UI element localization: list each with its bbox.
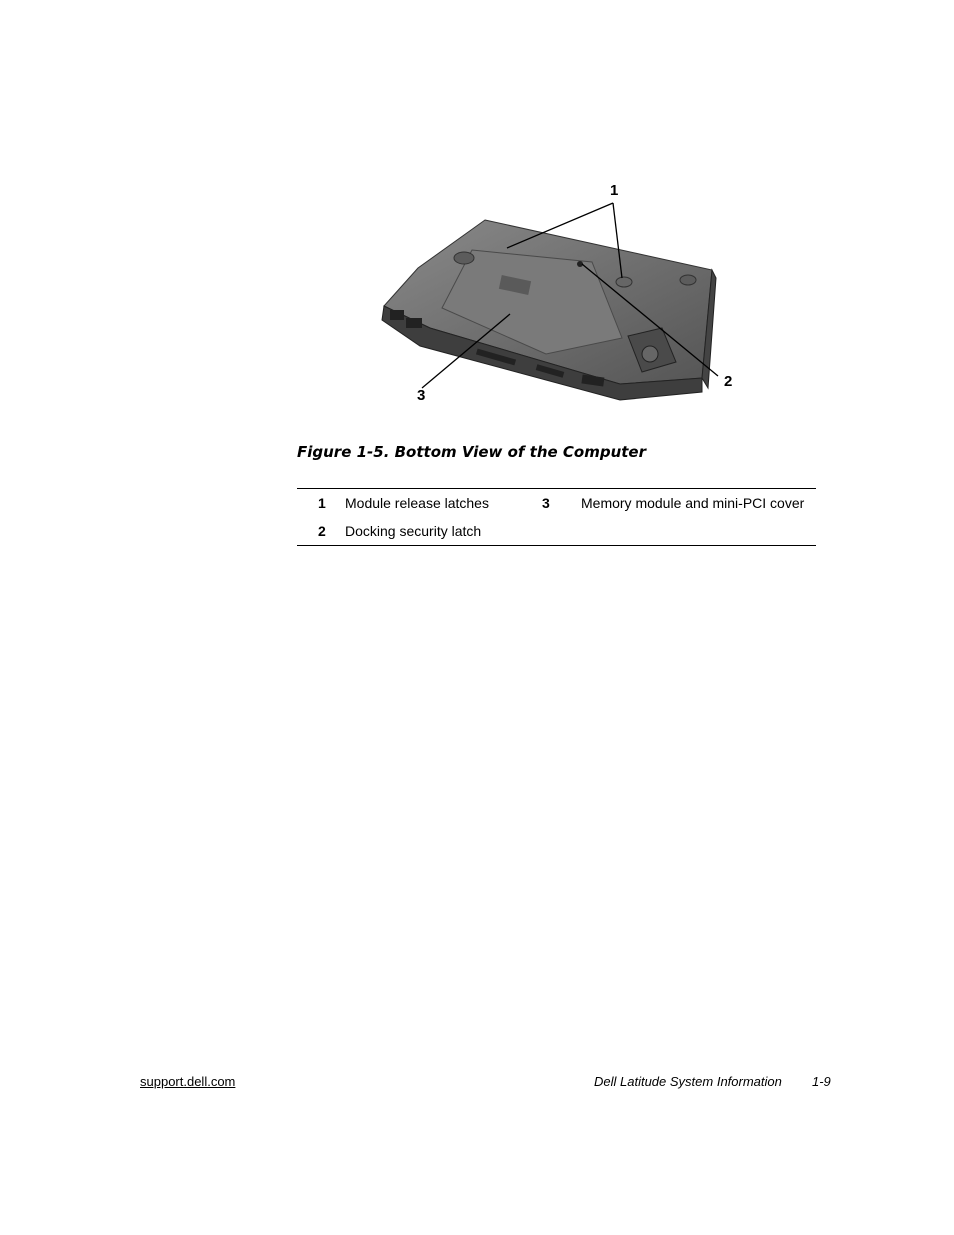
figure: [360, 178, 750, 428]
figure-caption: Figure 1-5. Bottom View of the Computer: [297, 443, 646, 461]
page-number: 1-9: [812, 1074, 831, 1089]
legend-label-3: Memory module and mini-PCI cover: [581, 495, 805, 511]
legend-num-1: 1: [318, 495, 326, 511]
callout-2: 2: [724, 373, 733, 390]
callout-3: 3: [417, 387, 426, 404]
support-link[interactable]: support.dell.com: [140, 1074, 236, 1089]
legend-num-2: 2: [318, 523, 326, 539]
legend-label-2: Docking security latch: [345, 523, 482, 539]
legend-num-3: 3: [542, 495, 550, 511]
legend-label-1: Module release latches: [345, 495, 489, 511]
legend-table: [297, 488, 816, 546]
footer-title: Dell Latitude System Information: [594, 1074, 782, 1089]
callout-1: 1: [610, 182, 619, 199]
